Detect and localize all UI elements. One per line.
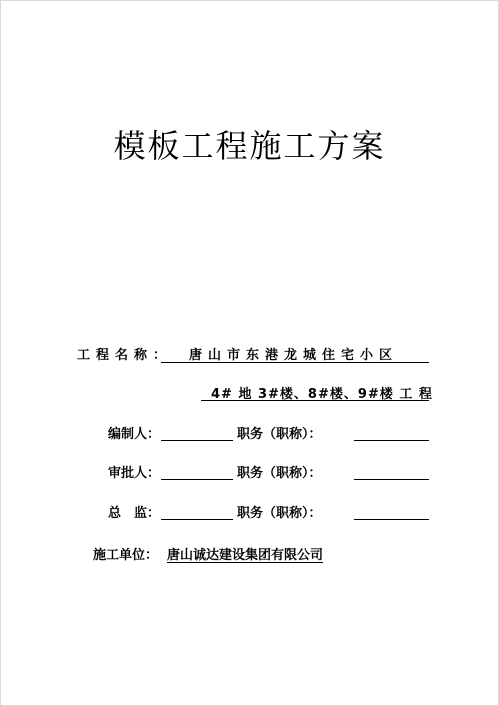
supervisor-blank — [161, 519, 233, 520]
project-name-line2-underline — [201, 400, 429, 401]
approver-position-blank — [354, 479, 429, 480]
approver-blank — [161, 479, 233, 480]
compiler-label: 编制人： — [108, 427, 161, 442]
approver-position-label: 职务（职称）： — [237, 466, 322, 481]
construction-unit-label: 施工单位： — [93, 548, 159, 563]
compiler-position-blank — [354, 440, 429, 441]
project-name-label: 工程名称： — [77, 348, 173, 363]
supervisor-position-label: 职务（职称）： — [237, 506, 322, 521]
document-title: 模板工程施工方案 — [113, 127, 386, 165]
supervisor-label: 总 监： — [108, 506, 161, 521]
compiler-position-label: 职务（职称）： — [237, 427, 322, 442]
project-name-underline — [161, 362, 429, 363]
approver-label: 审批人： — [108, 466, 161, 481]
construction-unit-value: 唐山诚达建设集团有限公司 — [167, 548, 324, 563]
project-name-line1: 唐山市东港龙城住宅小区 — [189, 348, 399, 363]
compiler-blank — [161, 440, 233, 441]
supervisor-position-blank — [354, 519, 429, 520]
project-name-line2: 4# 地 3#楼、8#楼、9#楼 工 程 — [211, 387, 433, 402]
